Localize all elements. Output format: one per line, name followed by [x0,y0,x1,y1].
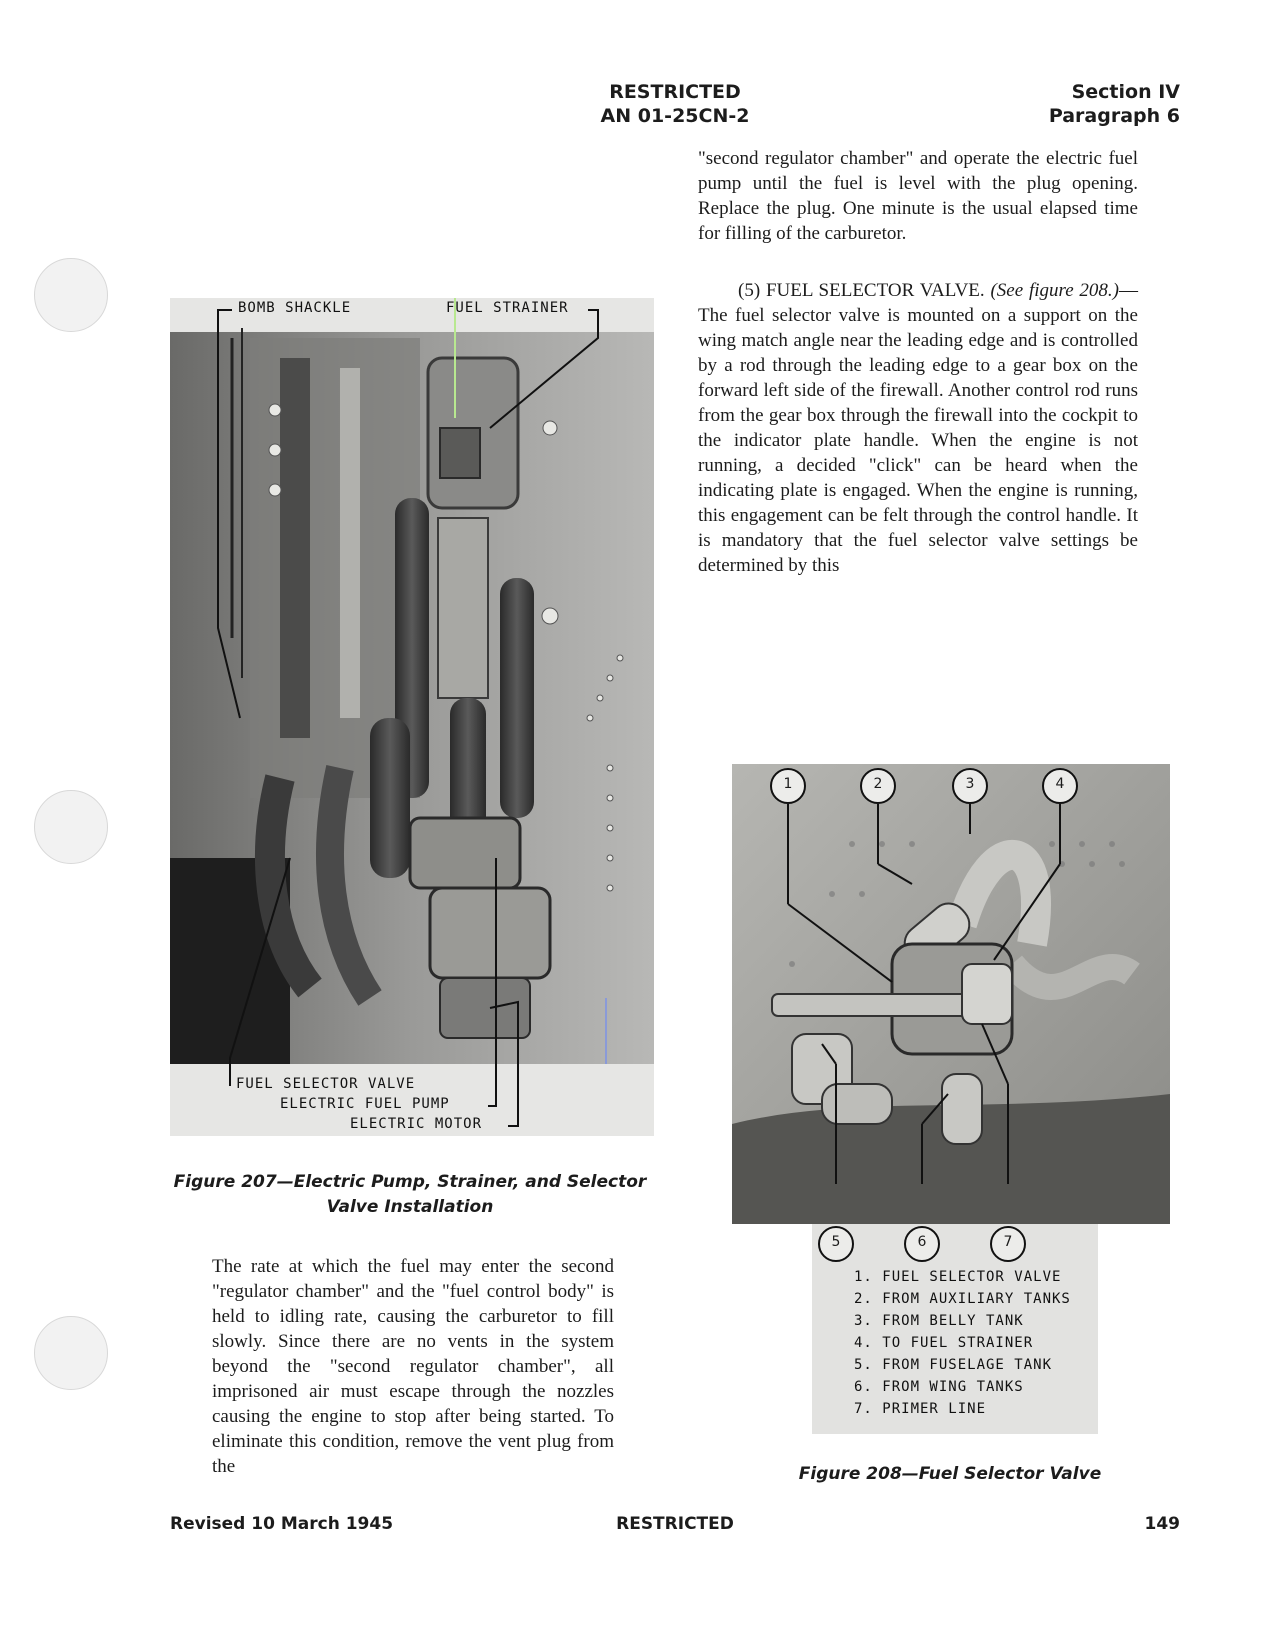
legend-item: 7. PRIMER LINE [854,1401,987,1417]
callout-electric-fuel-pump: ELECTRIC FUEL PUMP [280,1096,450,1112]
figure-208-number-1: 1 [783,776,793,792]
header-restricted: RESTRICTED [609,81,741,103]
paragraph-body: —The fuel selector valve is mounted on a support on the wing match angle near the leading edge and is controlled by a rod through the leading edge to a gear box on the forward left side of the firewall. Another control rod runs from the gear box through the firewall into the cockpit to the indicator plate handle. When the engine is not running, a decided "click" can be heard when the indicating plate is engaged. When the engine is running, this engagement can be felt through the control handle. It is mandatory that the fuel selector valve settings be determined by this [698,280,1138,576]
figure-207 [170,298,654,1136]
figure-208-legend-panel [812,1224,1098,1434]
figure-208-bottom-circles [812,1224,1098,1264]
fuel-selector-paragraph [698,278,1138,578]
figure-207-caption-line2: Valve Installation [326,1197,494,1217]
header-center [560,80,790,128]
figure-207-caption-line1: Figure 207—Electric Pump, Strainer, and Selector [173,1172,647,1192]
figure-208-number-7: 7 [1003,1234,1013,1250]
figure-208 [732,764,1170,1224]
binder-hole-middle [34,790,108,864]
footer-page-number: 149 [1144,1514,1180,1534]
paragraph-continued: "second regulator chamber" and operate the electric fuel pump until the fuel is level with the plug opening. Replace the plug. One minute is the usual elapsed time for filling of the carburetor. [698,148,1138,244]
callout-fuel-strainer: FUEL STRAINER [446,300,569,316]
callout-electric-motor: ELECTRIC MOTOR [350,1116,483,1132]
callout-bomb-shackle: BOMB SHACKLE [238,300,352,316]
legend-item: 1. FUEL SELECTOR VALVE [854,1269,1062,1285]
figure-208-number-6: 6 [917,1234,927,1250]
figure-reference: (See figure 208.) [990,280,1119,301]
figure-207-photo [170,298,654,1136]
figure-208-number-5: 5 [831,1234,841,1250]
left-column-text [212,1254,614,1487]
footer-restricted: RESTRICTED [616,1514,734,1534]
header-section: Section IV [1071,81,1180,103]
figure-208-legend [854,1266,1071,1420]
figure-208-caption: Figure 208—Fuel Selector Valve [798,1464,1102,1484]
legend-item: 3. FROM BELLY TANK [854,1313,1024,1329]
legend-item: 6. FROM WING TANKS [854,1379,1024,1395]
header-right [1000,80,1180,128]
legend-item: 4. TO FUEL STRAINER [854,1335,1034,1351]
header-paragraph: Paragraph 6 [1048,105,1180,127]
callout-fuel-selector-valve: FUEL SELECTOR VALVE [236,1076,416,1092]
binder-hole-top [34,258,108,332]
figure-208-number-2: 2 [873,776,883,792]
regulator-paragraph: The rate at which the fuel may enter the second "regulator chamber" and the "fuel control body" is held to idling rate, causing the carburetor to fill slowly. Since there are no vents in the system beyond the "second regulator chamber", all imprisoned air must escape through the nozzles causing the engine to stop after being started. To eliminate this condition, remove the vent plug from the [212,1256,614,1477]
legend-item: 2. FROM AUXILIARY TANKS [854,1291,1071,1307]
header-document-number: AN 01-25CN-2 [600,105,750,127]
footer-revision-date: Revised 10 March 1945 [170,1514,394,1534]
right-column-text [698,146,1138,254]
figure-208-photo [732,764,1170,1224]
legend-item: 5. FROM FUSELAGE TANK [854,1357,1053,1373]
figure-207-caption [160,1170,660,1220]
figure-208-number-3: 3 [965,776,975,792]
figure-208-number-4: 4 [1055,776,1065,792]
paragraph-heading: (5) FUEL SELECTOR VALVE. [738,280,991,301]
binder-hole-bottom [34,1316,108,1390]
